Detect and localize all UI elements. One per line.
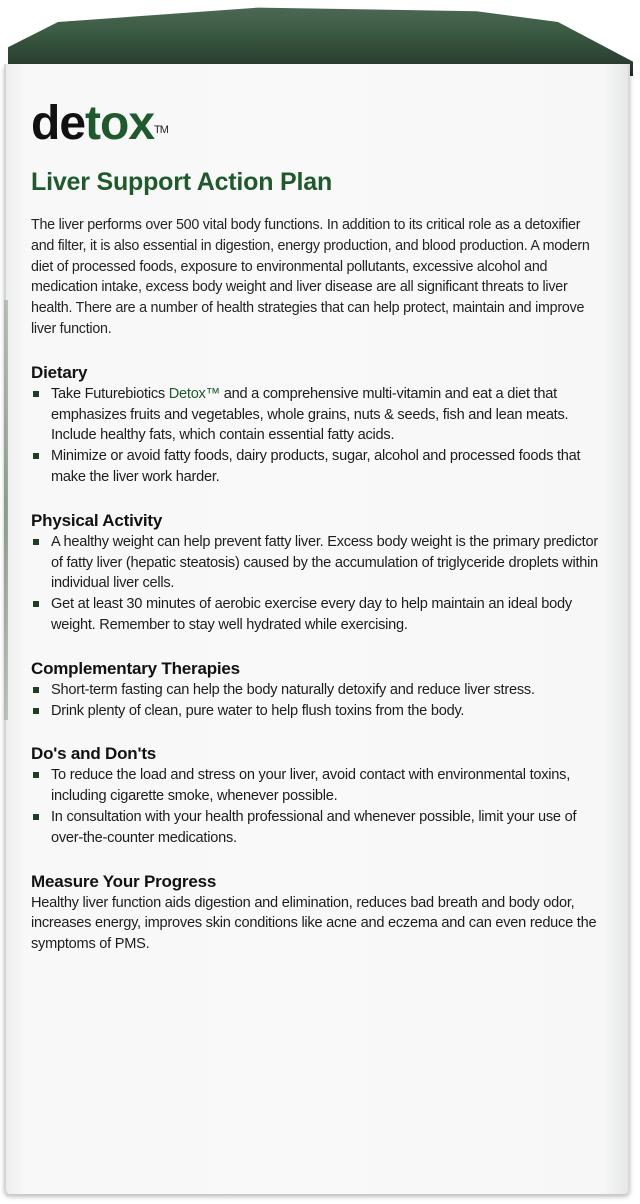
- item-text: To reduce the load and stress on your liver, avoid contact with environmental toxins, including cigarette smoke, whenever possible.: [51, 767, 571, 805]
- page-title: Liver Support Action Plan: [31, 168, 333, 196]
- square-bullet-icon: [33, 814, 39, 820]
- logo-part-de: de: [31, 97, 86, 150]
- list-item: [31, 532, 601, 594]
- bullet-list: [31, 680, 601, 722]
- square-bullet-icon: [33, 539, 39, 545]
- item-text: Minimize or avoid fatty foods, dairy products, sugar, alcohol and processed foods that make the liver work harder.: [51, 448, 581, 485]
- bullet-list: [31, 765, 601, 848]
- square-bullet-icon: [33, 687, 39, 693]
- item-text: and a comprehensive multi-vitamin and eat a diet that emphasizes fruits and vegetables, whole grains, nuts & seeds, fish and lean meats. Include healthy fats, which contain essential fatty acids.: [51, 385, 569, 444]
- trademark-symbol: TM: [154, 124, 168, 136]
- square-bullet-icon: [33, 391, 39, 397]
- item-text: Drink plenty of clean, pure water to help flush toxins from the body.: [51, 702, 465, 719]
- section-physical-activity: [31, 510, 601, 636]
- item-text: Short-term fasting can help the body naturally detoxify and reduce liver stress.: [51, 681, 535, 698]
- intro-paragraph: The liver performs over 500 vital body functions. In addition to its critical role as a detoxifier and filter, it is also essential in digestion, energy production, and blood production. A modern diet of processed foods, exposure to environmental pollutants, excessive alcohol and medication intake, excess body weight and liver disease are all significant threats to liver health. There are a number of health strategies that can help protect, maintain and improve liver function.: [31, 217, 590, 337]
- item-text: Get at least 30 minutes of aerobic exercise every day to help maintain an ideal body weight. Remember to stay well hydrated while exercising.: [51, 596, 572, 633]
- list-item: [31, 701, 601, 722]
- section-dietary: [31, 362, 601, 488]
- section-dos-and-donts: [31, 743, 601, 848]
- item-text: In consultation with your health professional and whenever possible, limit your use of over-the-counter medications.: [51, 808, 577, 846]
- logo-part-tox: tox: [85, 97, 155, 150]
- section-heading: Physical Activity: [31, 510, 163, 530]
- list-item: [31, 680, 601, 701]
- bullet-list: [31, 532, 601, 636]
- brand-logo: [31, 97, 601, 152]
- list-item: [31, 765, 601, 807]
- section-measure-progress: [31, 871, 601, 955]
- measure-paragraph: Healthy liver function aids digestion and elimination, reduces bad breath and body odor, increases energy, improves skin conditions like acne and eczema and can even reduce the symptoms of PMS.: [31, 894, 597, 953]
- panel-content: [31, 97, 601, 955]
- section-complementary-therapies: [31, 658, 601, 722]
- square-bullet-icon: [33, 772, 39, 778]
- square-bullet-icon: [33, 601, 39, 607]
- list-item: [31, 446, 601, 488]
- list-item: [31, 594, 601, 636]
- item-text: Take Futurebiotics: [51, 385, 169, 402]
- square-bullet-icon: [33, 708, 39, 714]
- list-item: [31, 807, 601, 849]
- product-name-highlight: Detox™: [168, 385, 220, 402]
- section-heading: Complementary Therapies: [31, 658, 240, 678]
- list-item: [31, 384, 601, 446]
- square-bullet-icon: [33, 453, 39, 459]
- box-edge-stripe: [4, 300, 8, 720]
- section-heading: Do's and Don'ts: [31, 744, 157, 764]
- bullet-list: [31, 384, 601, 488]
- section-heading: Measure Your Progress: [31, 871, 217, 891]
- item-text: A healthy weight can help prevent fatty liver. Excess body weight is the primary predictor of fatty liver (hepatic steatosis) caused by the accumulation of triglyceride droplets within individual liver cells.: [51, 533, 598, 592]
- section-heading: Dietary: [31, 362, 88, 382]
